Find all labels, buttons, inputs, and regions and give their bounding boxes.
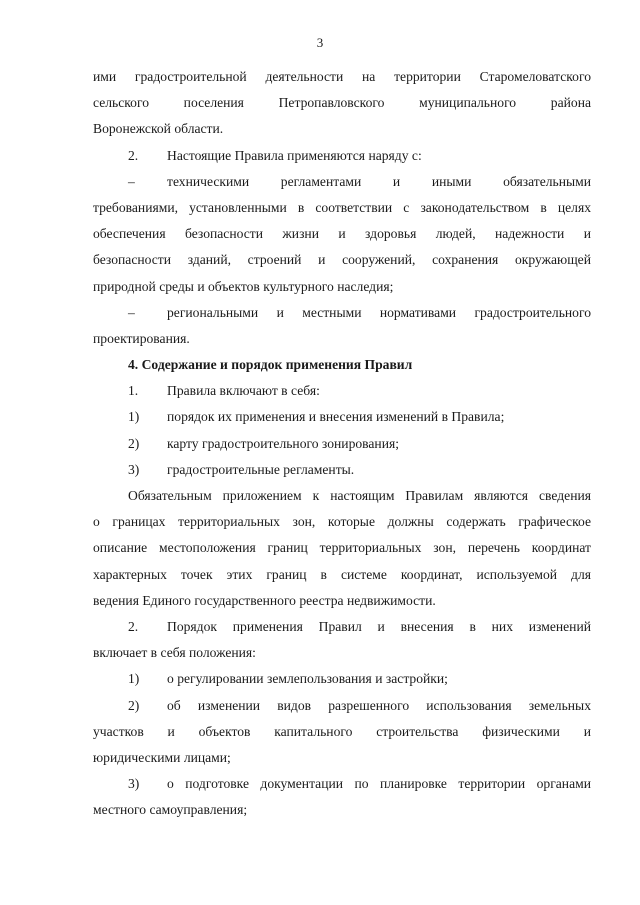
text-line: юридическими лицами;	[93, 749, 231, 765]
numbered-paragraph	[93, 614, 591, 640]
list-item	[93, 771, 591, 797]
text-line: ими градостроительной деятельности на территории Старомеловатского	[93, 69, 591, 84]
list-item	[93, 457, 591, 483]
text-line: о границах территориальных зон, которые должны содержать графическое	[93, 514, 591, 530]
text-line: характерных точек этих границ в системе координат, используемой для	[93, 566, 591, 582]
numbered-paragraph	[93, 143, 591, 169]
list-item-text: о регулировании землепользования и застройки;	[167, 671, 448, 687]
dash-marker: –	[128, 173, 135, 189]
text-line: описание местоположения границ территориальных зон, перечень координат	[93, 540, 591, 556]
text-line: природной среды и объектов культурного наследия;	[93, 278, 394, 294]
list-item-text: порядок их применения и внесения изменений в Правила;	[167, 409, 505, 425]
dash-marker: –	[128, 304, 135, 320]
numbered-paragraph	[93, 378, 591, 404]
document-body	[93, 64, 591, 823]
page-number: 3	[316, 35, 324, 50]
list-marker: 2)	[128, 435, 140, 451]
paragraph-text: Правила включают в себя:	[167, 383, 320, 399]
list-marker: 2)	[128, 697, 140, 713]
text-line: требованиями, установленными в соответствии с законодательством в целях	[93, 199, 591, 215]
list-item	[93, 404, 591, 430]
list-item-text: карту градостроительного зонирования;	[167, 435, 400, 451]
text-line: Обязательным приложением к настоящим Правилам являются сведения	[128, 488, 591, 503]
text-line: Воронежской области.	[93, 121, 224, 137]
text-line: ведения Единого государственного реестра недвижимости.	[93, 592, 436, 608]
text-line: безопасности зданий, строений и сооружений, сохранения окружающей	[93, 252, 591, 268]
list-item	[93, 693, 591, 719]
text-line: местного самоуправления;	[93, 802, 248, 818]
paragraph-text: Настоящие Правила применяются наряду с:	[167, 147, 422, 163]
text-line: обеспечения безопасности жизни и здоровья людей, надежности и	[93, 226, 591, 242]
section-heading: 4. Содержание и порядок применения Правил	[128, 357, 413, 373]
list-marker: 1)	[128, 409, 140, 425]
text-line: участков и объектов капитального строительства физическими и	[93, 723, 591, 739]
dash-list-item	[93, 300, 591, 326]
text-line: проектирования.	[93, 330, 190, 346]
paragraph-number: 1.	[128, 383, 139, 399]
list-item	[93, 431, 591, 457]
list-item-text: техническими регламентами и иными обязательными	[167, 173, 591, 189]
list-marker: 3)	[128, 776, 140, 792]
list-marker: 1)	[128, 671, 140, 687]
list-item-text: об изменении видов разрешенного использования земельных	[167, 697, 591, 713]
list-item-text: градостроительные регламенты.	[167, 461, 355, 477]
list-item	[93, 666, 591, 692]
list-item-text: о подготовке документации по планировке территории органами	[167, 776, 591, 792]
text-line: включает в себя положения:	[93, 645, 256, 661]
text-line: сельского поселения Петропавловского муниципального района	[93, 95, 591, 111]
list-marker: 3)	[128, 461, 140, 477]
dash-list-item	[93, 169, 591, 195]
list-item-text: региональными и местными нормативами градостроительного	[167, 304, 591, 320]
paragraph-number: 2.	[128, 618, 139, 634]
paragraph-text: Порядок применения Правил и внесения в них изменений	[167, 618, 591, 634]
paragraph-number: 2.	[128, 147, 139, 163]
